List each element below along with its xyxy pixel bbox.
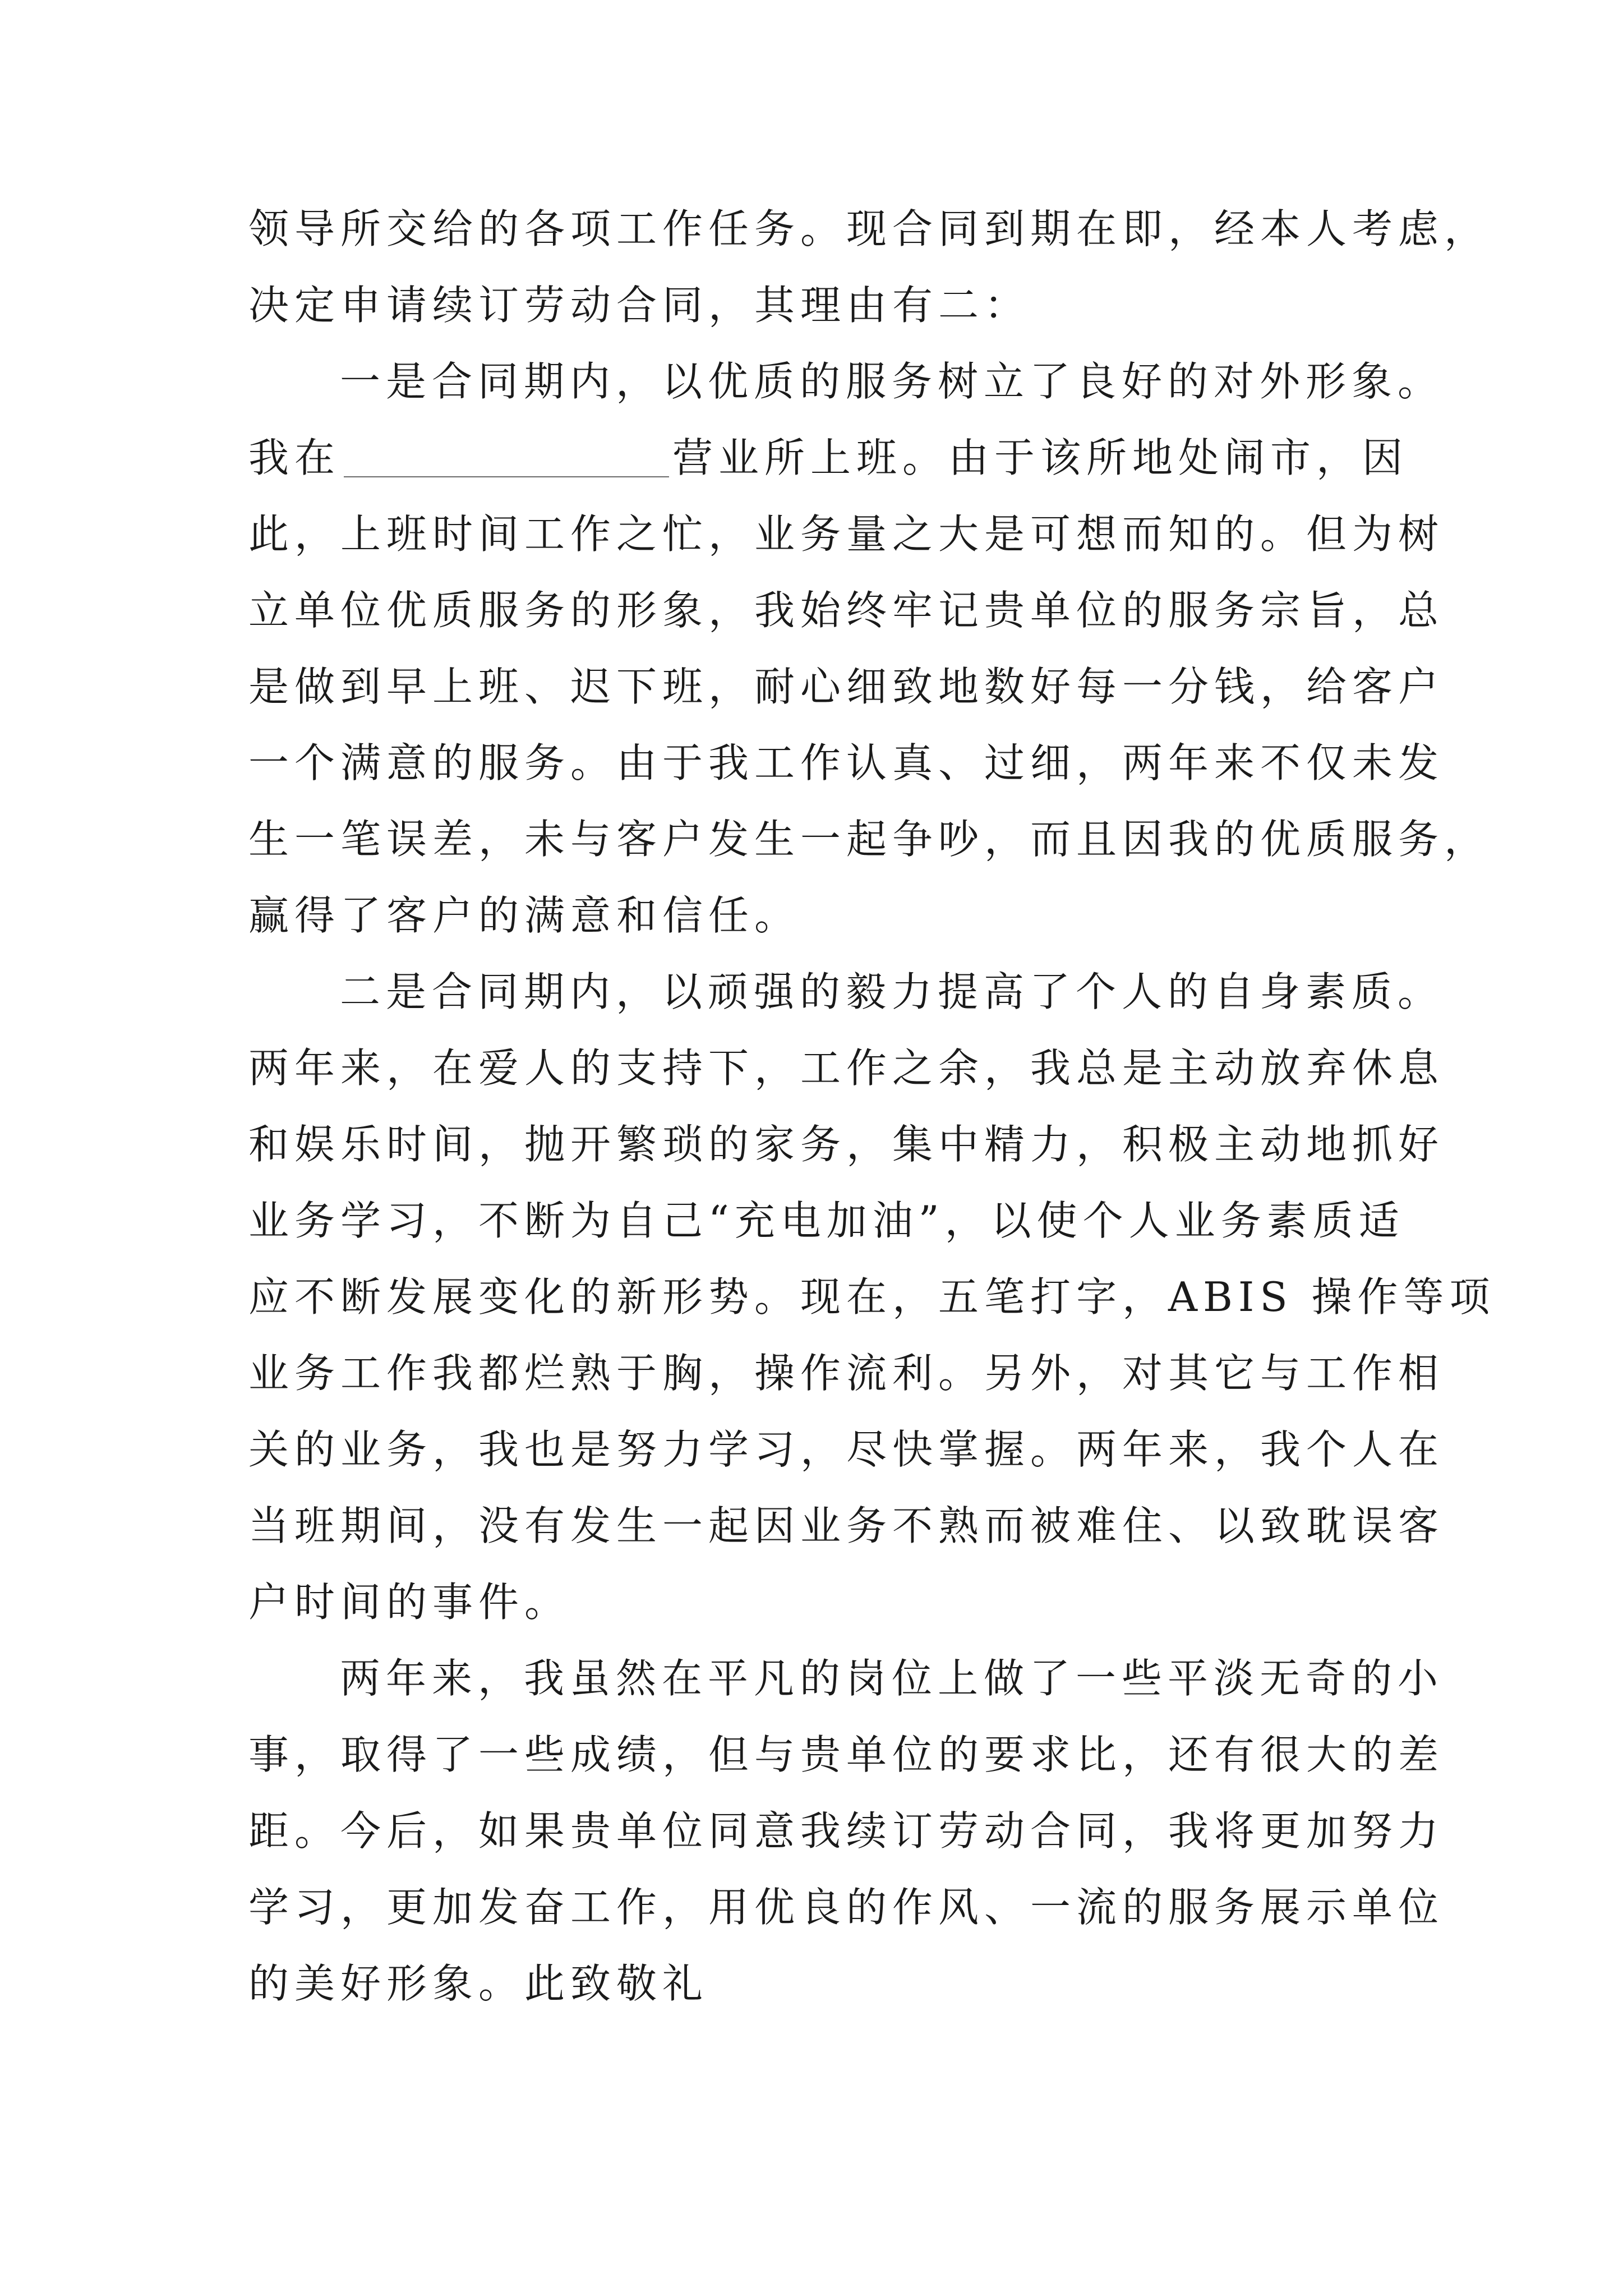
text-line: 学习，更加发奋工作，用优良的作风、一流的服务展示单位	[248, 1884, 1445, 1931]
text-line: 赢得了客户的满意和信任。	[248, 892, 801, 939]
text-line: 当班期间，没有发生一起因业务不熟而被难住、以致耽误客	[248, 1502, 1445, 1549]
paragraph-reason-one	[248, 343, 1491, 954]
paragraph-closing	[248, 1640, 1445, 2022]
text-line: 业务学习，不断为自己“充电加油”，以使个人业务素质适	[248, 1197, 1405, 1244]
text-line: 应不断发展变化的新形势。现在，五笔打字，ABIS 操作等项	[248, 1273, 1496, 1320]
text-line: 决定申请续订劳动合同，其理由有二：	[248, 282, 1031, 329]
paragraph-reason-two	[248, 954, 1496, 1640]
text-line: 领导所交给的各项工作任务。现合同到期在即，经本人考虑，	[248, 205, 1491, 252]
text-line: 此，上班时间工作之忙，业务量之大是可想而知的。但为树	[248, 510, 1445, 558]
text-line-with-blank	[248, 420, 1409, 496]
text-line: 是做到早上班、迟下班，耐心细致地数好每一分钱，给客户	[248, 663, 1445, 710]
fill-in-blank	[344, 436, 669, 477]
document-page	[248, 191, 1496, 2022]
text-line: 生一笔误差，未与客户发生一起争吵，而且因我的优质服务，	[248, 816, 1491, 863]
text-line: 一是合同期内，以优质的服务树立了良好的对外形象。	[340, 358, 1444, 405]
paragraph-intro	[248, 191, 1491, 343]
text-line: 的美好形象。此致敬礼	[248, 1960, 709, 2007]
text-line: 户时间的事件。	[248, 1579, 571, 1626]
text-line: 两年来，我虽然在平凡的岗位上做了一些平淡无奇的小	[340, 1655, 1444, 1702]
text-line: 两年来，在爱人的支持下，工作之余，我总是主动放弃休息	[248, 1045, 1445, 1092]
text-line: 事，取得了一些成绩，但与贵单位的要求比，还有很大的差	[248, 1731, 1445, 1778]
text-line: 二是合同期内，以顽强的毅力提高了个人的自身素质。	[340, 968, 1444, 1015]
text-line: 距。今后，如果贵单位同意我续订劳动合同，我将更加努力	[248, 1807, 1445, 1855]
text-line: 一个满意的服务。由于我工作认真、过细，两年来不仅未发	[248, 739, 1445, 786]
text-fragment: 营业所上班。由于该所地处闹市，因	[672, 434, 1409, 481]
text-line: 业务工作我都烂熟于胸，操作流利。另外，对其它与工作相	[248, 1350, 1445, 1397]
text-fragment: 我在	[248, 434, 341, 481]
text-line: 关的业务，我也是努力学习，尽快掌握。两年来，我个人在	[248, 1426, 1445, 1473]
text-line: 立单位优质服务的形象，我始终牢记贵单位的服务宗旨，总	[248, 587, 1445, 634]
text-line: 和娱乐时间，抛开繁琐的家务，集中精力，积极主动地抓好	[248, 1121, 1445, 1168]
